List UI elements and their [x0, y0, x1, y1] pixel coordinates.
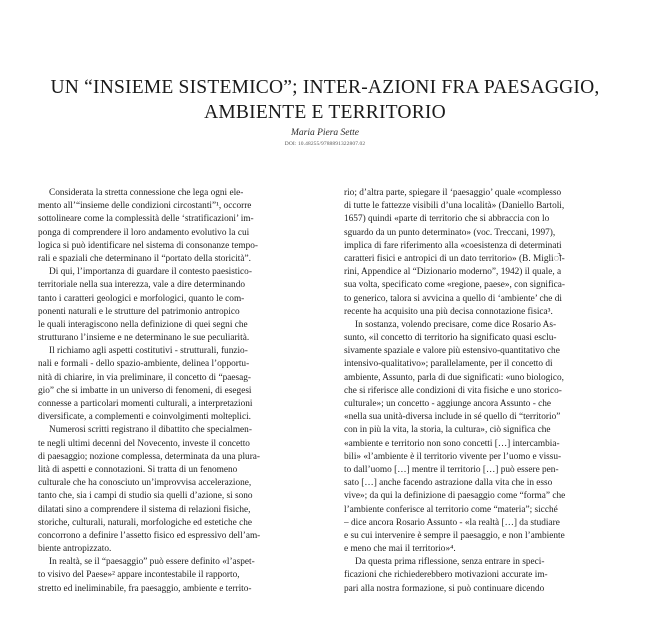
body-text-line: te negli ultimi decenni del Novecento, investe il concetto	[38, 438, 250, 449]
body-text-line: implica di fare riferimento alla «coesistenza di determinati	[344, 240, 562, 251]
body-text-line: tanto i caratteri geologici e morfologici, quanto le com-	[38, 293, 245, 304]
body-text-line: gio” che si imbatte in un universo di fenomeni, di esegesi	[38, 385, 252, 396]
body-text-line: che si riferisce alle condizioni di vita fisiche e uno storico-	[344, 385, 562, 396]
body-text-line: sivamente spaziale e valore più estensivo-quantitativo che	[344, 346, 560, 357]
body-text-line: to dall’uomo […] mentre il territorio […] può essere pen-	[344, 464, 559, 475]
body-text-line: strutturano l’insieme e ne determinano le sue peculiarità.	[38, 333, 250, 344]
body-text-line: vive»; da qui la definizione di paesaggio come “forma” che	[344, 491, 566, 502]
body-text-line: l’ambiente conferisce al territorio come “materia”; sicché	[344, 504, 558, 515]
body-text-line: le quali interagiscono nella definizione di quei segni che	[38, 319, 248, 330]
body-text-line: rini, Appendice al “Dizionario moderno”, 1942) il quale, a	[344, 267, 562, 278]
body-text-line: caratteri fisici e antropici di un dato territorio» (B. Migliो-	[344, 253, 565, 264]
body-text-line: territoriale nella sua interezza, vale a dire determinando	[38, 280, 246, 291]
body-text-line: bili» «l’ambiente è il territorio vivente per l’uomo e vissu-	[344, 451, 562, 462]
text-column-left	[38, 187, 306, 596]
body-text-line: e su cui intervenire è sempre il paesaggio, e non l’ambiente	[344, 530, 565, 541]
body-text-line: stretto ed ineliminabile, fra paesaggio, ambiente e territo-	[38, 583, 252, 594]
body-text-line: culturale»; un concetto - aggiunge ancora Assunto - che	[344, 399, 552, 409]
body-text-line: intensivo-qualitativo»; parallelamente, per il concetto di	[344, 359, 553, 370]
body-text-line: storiche, culturali, naturali, morfologiche ed estetiche che	[38, 517, 253, 528]
body-text-line: concorrono a definire l’assetto fisico ed espressivo dell’am-	[38, 530, 261, 541]
body-text-line: Considerata la stretta connessione che lega ogni ele-	[49, 188, 244, 198]
body-text-line: ponga di comprendere il loro andamento evolutivo la cui	[38, 227, 250, 238]
body-text-line: to generico, talora si avvicina a quello di ‘ambiente’ che di	[344, 293, 562, 304]
body-text-line: sguardo da un punto determinato» (voc. Treccani, 1997),	[344, 227, 556, 238]
body-text-line: sunto, «il concetto di territorio ha significato quasi esclu-	[344, 333, 557, 344]
body-text-line: Numerosi scritti registrano il dibattito che specialmen-	[49, 425, 252, 436]
body-text-line: sottolineare come la complessità delle ‘stratificazioni’ im-	[38, 214, 254, 225]
body-text-line: diversificate, a complementi e coinvolgimenti molteplici.	[38, 412, 251, 423]
body-text-line: logica si può identificare nel sistema di consonanze tempo-	[38, 240, 258, 251]
body-text-line: nità di chiarire, in via preliminare, il concetto di “paesag-	[38, 372, 251, 383]
body-text-line: nali e formali - dello spazio-ambiente, delinea l’opportu-	[38, 359, 250, 370]
author-name: Maria Piera Sette	[290, 128, 360, 138]
body-text-line: dilatati sino a comprendere il sistema di relazioni fisiche,	[38, 504, 251, 515]
body-text-line: connesse a particolari momenti culturali, a interpretazioni	[38, 399, 253, 409]
body-text-line: recente ha acquisito una più decisa connotazione fisica³.	[344, 306, 553, 317]
chapter-title-line-1: UN “INSIEME SISTEMICO”; INTER-AZIONI FRA PAESAGGIO,	[50, 77, 600, 98]
body-text-line: pari alla nostra formazione, si può continuare dicendo	[344, 583, 545, 594]
body-text-line: In realtà, se il “paesaggio” può essere definito «l’aspet-	[49, 557, 255, 568]
text-column-right	[344, 187, 612, 596]
body-text-line: biente antropizzato.	[38, 544, 112, 555]
doi-identifier: DOI: 10.48255/9788891322807.02	[284, 141, 366, 147]
body-text-line: sato […] anche facendo astrazione dalla vita che in esso	[344, 478, 553, 489]
body-text-line: «nella sua unità-diversa include in sé quello di “territorio”	[344, 412, 561, 423]
body-text-line: ponenti naturali e le strutture del patrimonio antropico	[38, 306, 240, 317]
body-text-line: «ambiente e territorio non sono concetti […] intercambia-	[344, 438, 560, 449]
body-text-line: e meno che mai il territorio»⁴.	[344, 544, 456, 555]
body-text-line: rali e spaziali che determinano il “portato della storicità”.	[38, 253, 251, 264]
body-text-line: mento all’“insieme delle condizioni circostanti”¹, occorre	[38, 201, 252, 212]
body-text-line: 1657) quindi «parte di territorio che si abbraccia con lo	[344, 214, 550, 225]
body-text-line: lità di aspetti e connotazioni. Si tratta di un fenomeno	[38, 464, 238, 475]
body-text-line: ficazioni che richiederebbero motivazioni accurate im-	[344, 570, 548, 581]
body-text-line: di paesaggio; nozione complessa, determinata da una plura-	[38, 451, 261, 462]
body-text-line: In sostanza, volendo precisare, come dice Rosario As-	[355, 319, 557, 330]
body-text-line: sua volta, specificato come «regione, paese», con significa-	[344, 280, 565, 291]
body-text-line: Di qui, l’importanza di guardare il contesto paesistico-	[49, 267, 252, 278]
body-text-line: ambiente, Assunto, parla di due significati: «uno biologico,	[344, 372, 564, 383]
body-text-line: rio; d’altra parte, spiegare il ‘paesaggio’ quale «complesso	[344, 188, 562, 198]
chapter-title-line-2: AMBIENTE E TERRITORIO	[204, 102, 446, 123]
body-text-line: con in più la vita, la storia, la cultura», ciò significa che	[344, 425, 551, 436]
body-text-line: to visivo del Paese»² appare incontestabile il rapporto,	[38, 570, 240, 581]
body-text-line: – dice ancora Rosario Assunto - «la realtà […] da studiare	[344, 517, 560, 528]
body-text-line: di tutte le fattezze visibili d’una località» (Daniello Bartoli,	[344, 201, 565, 212]
body-text-line: Da questa prima riflessione, senza entrare in speci-	[355, 557, 545, 568]
body-text-line: culturale che ha conosciuto un’improvvisa accelerazione,	[38, 478, 252, 489]
body-text-line: Il richiamo agli aspetti costitutivi - strutturali, funzio-	[49, 346, 248, 357]
body-text-line: tanto che, sia i campi di studio sia quelli d’azione, si sono	[38, 491, 253, 502]
